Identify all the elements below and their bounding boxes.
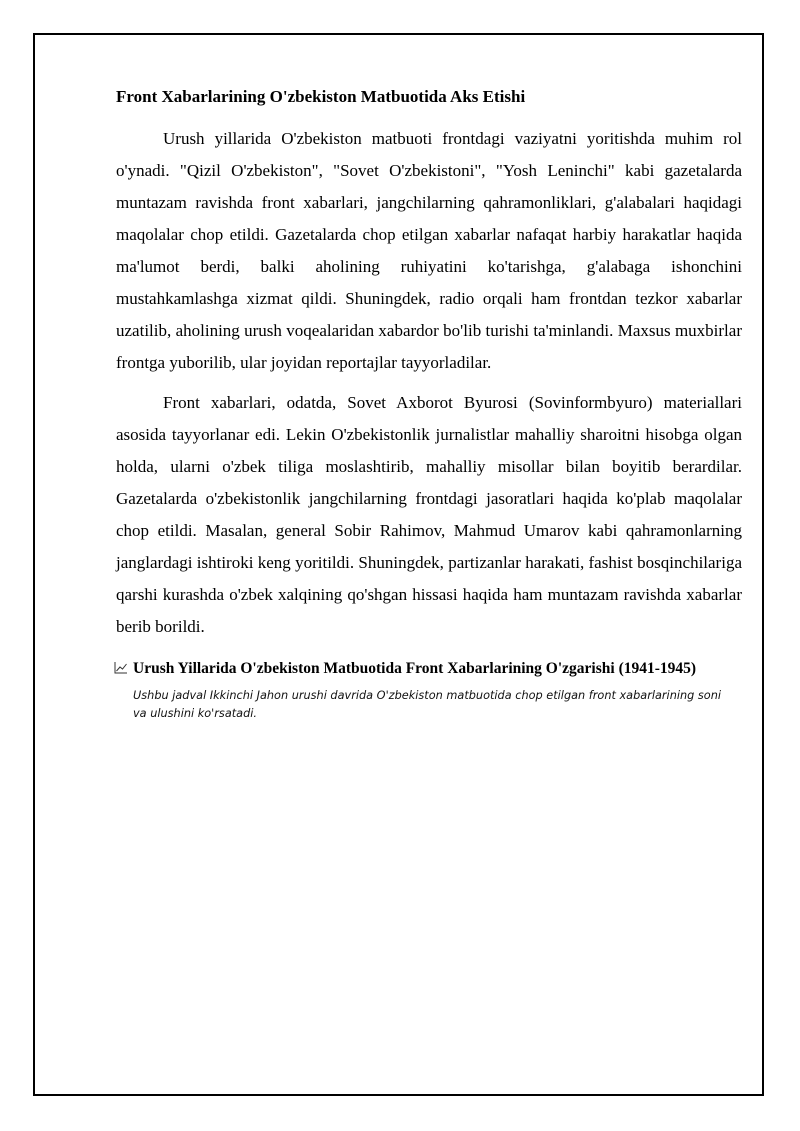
paragraph-2: Front xabarlari, odatda, Sovet Axborot Byurosi (Sovinformbyuro) materiallari asosida tayyorlanar edi. Lekin O'zbekistonlik jurnalistlar mahalliy sharoitni hisobga olgan holda, ularni o'zbek tiliga moslashtirib, mahalliy misollar bilan boyitib berardilar. Gazetalarda o'zbekistonlik jangchilarning frontdagi jasoratlari haqida ko'plab maqolalar chop etildi. Masalan, general Sobir Rahimov, Mahmud Umarov kabi qahramonlarning janglardagi ishtiroki keng yoritildi. Shuningdek, partizanlar harakati, fashist bosqinchilariga qarshi kurashda o'zbek xalqining qo'shgan hissasi haqida ham muntazam ravishda xabarlar berib borildi. [116,393,742,636]
chart-subtitle: Ushbu jadval Ikkinchi Jahon urushi davrida O'zbekiston matbuotida chop etilgan front xabarlarining soni va ulushini ko'rsatadi. [133,689,722,720]
chart-title: Urush Yillarida O'zbekiston Matbuotida Front Xabarlarining O'zgarishi (1941-1945) [133,660,697,677]
chart-title-row [114,659,742,679]
document-heading: Front Xabarlarining O'zbekiston Matbuotida Aks Etishi [116,87,526,106]
chart-caption-block [114,659,742,723]
paragraph-1: Urush yillarida O'zbekiston matbuoti frontdagi vaziyatni yoritishda muhim rol o'ynadi. "Qizil O'zbekiston", "Sovet O'zbekistoni", "Yosh Leninchi" kabi gazetalarda muntazam ravishda front xabarlari, jangchilarning qahramonliklari, g'alabalari haqidagi maqolalar chop etildi. Gazetalarda chop etilgan xabarlar nafaqat harbiy harakatlar haqida ma'lumot berdi, balki aholining ruhiyatini ko'tarishga, g'alabaga ishonchini mustahkamlashga xizmat qildi. Shuningdek, radio orqali ham frontdan tezkor xabarlar uzatilib, aholining urush voqealaridan xabardor bo'lib turishi ta'minlandi. Maxsus muxbirlar frontga yuborilib, ular joyidan reportajlar tayyorladilar. [116,129,742,372]
document-body [116,86,742,723]
chart-line-icon [114,660,128,672]
